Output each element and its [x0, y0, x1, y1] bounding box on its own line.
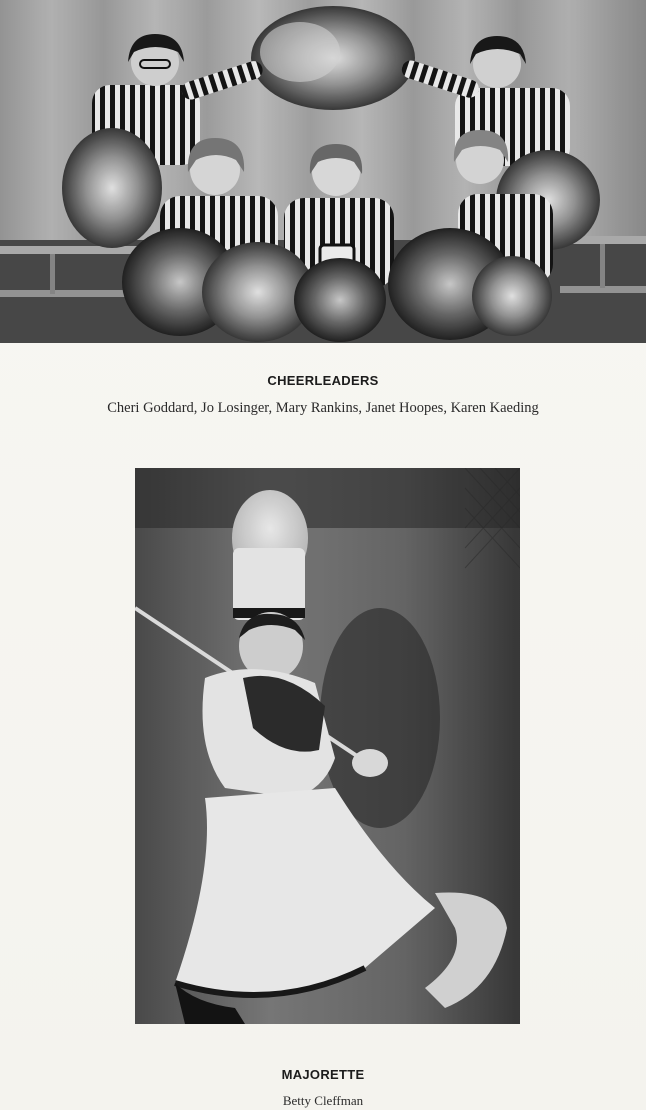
majorette-photo: [135, 468, 520, 1024]
cheerleaders-names: Cheri Goddard, Jo Losinger, Mary Rankins, Janet Hoopes, Karen Kaeding: [107, 400, 539, 416]
cheerleaders-photo: [0, 0, 646, 343]
majorette-name: Betty Cleffman: [282, 1093, 364, 1108]
majorette-heading: MAJORETTE: [281, 1067, 365, 1082]
cheerleaders-heading: CHEERLEADERS: [267, 373, 379, 388]
